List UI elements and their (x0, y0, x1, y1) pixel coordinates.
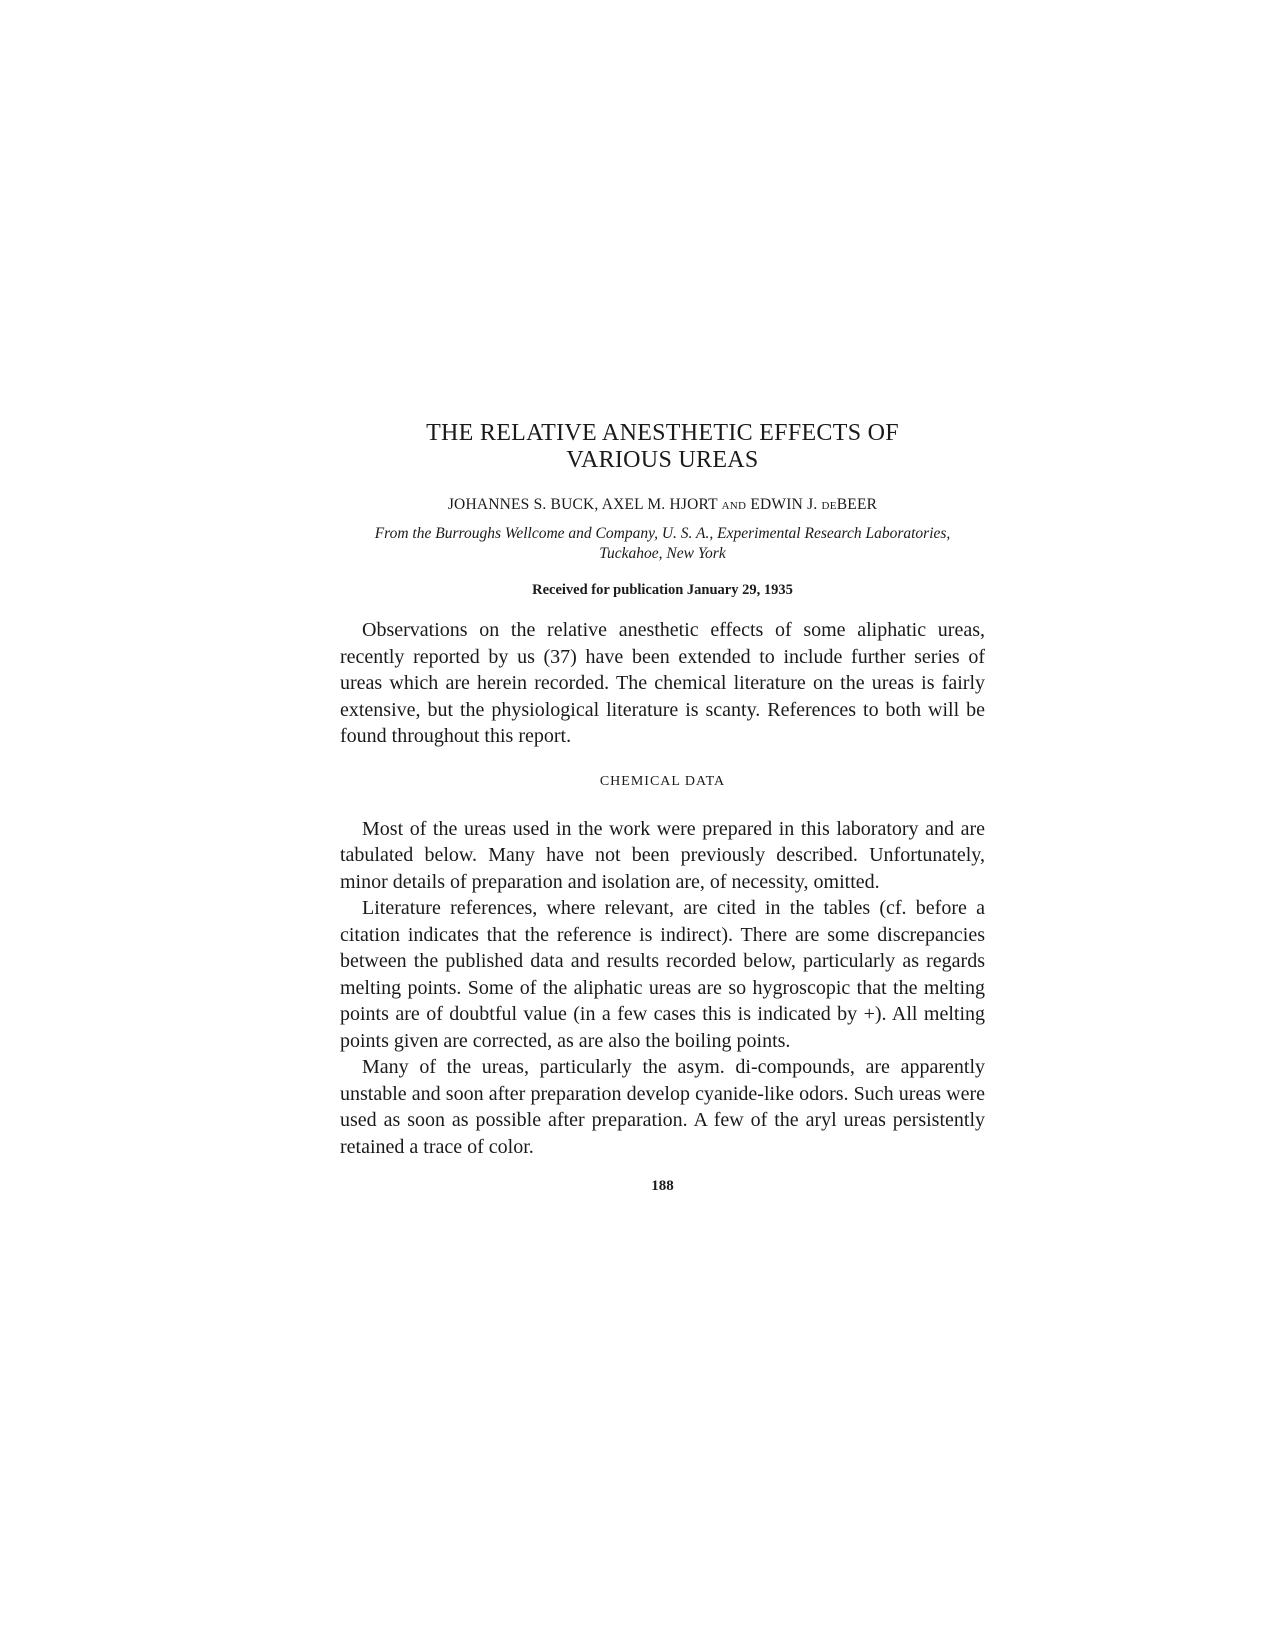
article-title (340, 420, 985, 474)
title-line-1: THE RELATIVE ANESTHETIC EFFECTS OF (426, 420, 899, 446)
chemical-data-section (340, 816, 985, 1161)
title-line-2: VARIOUS UREAS (566, 447, 759, 473)
body-paragraph: Most of the ureas used in the work were prepared in this laboratory and are tabulated below. Many have not been previously described. Unfortunately, minor details of preparation and isolation are, of necessity, omitted. (340, 817, 985, 893)
section-heading: CHEMICAL DATA (599, 773, 726, 789)
affiliation: From the Burroughs Wellcome and Company, U. S. A., Experimental Research Laboratories, Tuckahoe, New York (374, 525, 951, 562)
body-paragraph: Literature references, where relevant, are cited in the tables (cf. before a citation indicates that the reference is indirect). There are some discrepancies between the published data and results recorded below, particularly as regards melting points. Some of the aliphatic ureas are so hygroscopic that the melting points are of doubtful value (in a few cases this is indicated by +). All melting points given are corrected, as are also the boiling points. (340, 897, 985, 1052)
authors-and: AND (721, 500, 747, 512)
author-line (340, 496, 985, 514)
page-number: 188 (651, 1178, 674, 1194)
authors-part-3: BEER (836, 496, 878, 513)
intro-paragraph: Observations on the relative anesthetic effects of some aliphatic ureas, recently reported by us (37) have been extended to include further series of ureas which are herein recorded. The chemical literature on the ureas is fairly extensive, but the physiological literature is scanty. References to both will be found throughout this report. (340, 619, 985, 747)
intro-section (340, 617, 985, 750)
authors-de: DE (821, 500, 837, 512)
authors-part-1: JOHANNES S. BUCK, AXEL M. HJORT (447, 496, 722, 513)
received-date: Received for publication January 29, 1935 (532, 582, 793, 598)
authors-part-2: EDWIN J. (746, 496, 822, 513)
body-paragraph: Many of the ureas, particularly the asym. di-compounds, are apparently unstable and soon after preparation develop cyanide-like odors. Such ureas were used as soon as possible after preparation. A few of the aryl ureas persistently retained a trace of color. (340, 1056, 985, 1158)
text-column (340, 420, 985, 1195)
